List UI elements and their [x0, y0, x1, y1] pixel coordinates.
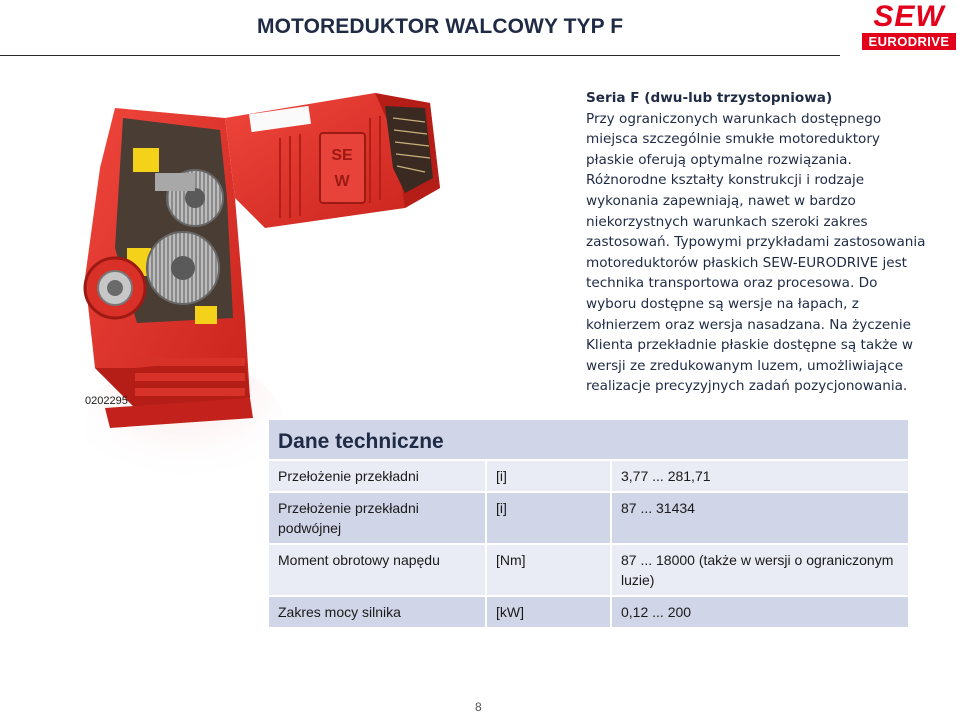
table-row [268, 492, 909, 544]
row-label: Przełożenie przekładni [268, 460, 486, 492]
sew-eurodrive-logo [862, 2, 956, 50]
row-unit: [Nm] [486, 544, 611, 596]
technical-data-table [268, 419, 909, 628]
svg-text:W: W [334, 173, 350, 190]
product-description [586, 88, 926, 397]
row-label: Moment obrotowy napędu [268, 544, 486, 596]
table-header-row [268, 419, 909, 460]
page-number: 8 [475, 700, 482, 714]
logo-main-text: SEW [873, 0, 945, 33]
table-row [268, 596, 909, 628]
row-value: 0,12 ... 200 [611, 596, 909, 628]
row-unit: [i] [486, 460, 611, 492]
table-row [268, 460, 909, 492]
row-label: Przełożenie przekładni podwójnej [268, 492, 486, 544]
row-value: 3,77 ... 281,71 [611, 460, 909, 492]
logo-sub-text: EURODRIVE [862, 33, 956, 50]
row-value: 87 ... 31434 [611, 492, 909, 544]
description-title: Seria F (dwu-lub trzystopniowa) [586, 90, 833, 106]
image-code: 0202295 [85, 395, 128, 407]
table-heading: Dane techniczne [268, 419, 909, 460]
row-unit: [i] [486, 492, 611, 544]
description-text: Przy ograniczonych warunkach dostępnego miejsca szczególnie smukłe motoreduktory płaskie oferują optymalne rozwiązania. Różnorodne kształty konstrukcji i rodzaje wykonania zapewniają, nawet w bardzo niekorzystnych warunkach szeroki zakres zastosowań. Typowymi przykładami zastosowania motoreduktorów płaskich SEW-EURODRIVE jest technika transportowa oraz procesowa. Do wyboru dostępne są wersje na łapach, z kołnierzem oraz wersja nasadzana. Na życzenie Klienta przekładnie płaskie dostępne są także w wersji ze zredukowanym luzem, umożliwiające realizacje precyzyjnych zadań pozycjonowania. [586, 110, 926, 395]
table-row [268, 544, 909, 596]
row-unit: [kW] [486, 596, 611, 628]
row-value: 87 ... 18000 (także w wersji o ograniczonym luzie) [611, 544, 909, 596]
page-title: MOTOREDUKTOR WALCOWY TYP F [257, 15, 624, 38]
svg-text:SE: SE [331, 147, 353, 164]
row-label: Zakres mocy silnika [268, 596, 486, 628]
title-divider [0, 55, 840, 56]
